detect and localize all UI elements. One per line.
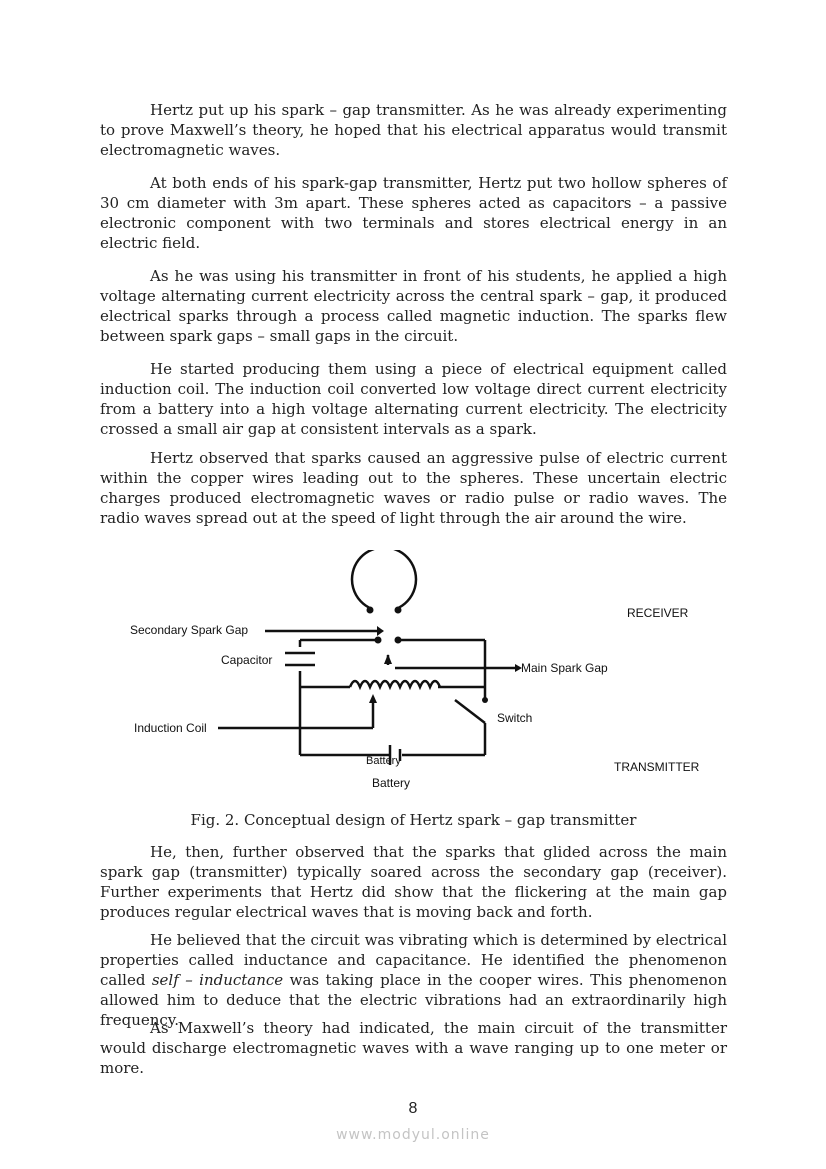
receiver-gap-dot-right bbox=[395, 607, 402, 614]
paragraph-3: As he was using his transmitter in front of his students, he applied a high voltage alternating current electricity across the central spark – gap, it produced electrical sparks through a process called magnetic induction. The sparks flew between spark gaps – small gaps in the circuit. bbox=[100, 267, 727, 345]
paragraph-5: Hertz observed that sparks caused an aggressive pulse of electric current within the copper wires leading out to the spheres. These uncertain electric charges produced electromagnetic waves or radio pulse or radio waves. The radio waves spread out at the speed of light through the air around the wire. bbox=[100, 449, 727, 527]
paragraph-2: At both ends of his spark-gap transmitter, Hertz put two hollow spheres of 30 cm diameter with 3m apart. These spheres acted as capacitors – a passive electronic component with two terminals and stores electrical energy in an electric field. bbox=[100, 174, 727, 252]
switch-dot bbox=[482, 697, 488, 703]
watermark: www.modyul.online bbox=[336, 1127, 490, 1143]
page-number: 8 bbox=[408, 1100, 418, 1117]
circuit-diagram bbox=[120, 550, 720, 800]
coil-lead-arrow bbox=[369, 694, 377, 703]
figure-caption: Fig. 2. Conceptual design of Hertz spark – gap transmitter bbox=[190, 811, 637, 829]
paragraph-7 bbox=[100, 930, 727, 1030]
paragraph-8: As Maxwell’s theory had indicated, the main circuit of the transmitter would discharge electromagnetic waves with a wave ranging up to one meter or more. bbox=[100, 1019, 727, 1077]
label-capacitor: Capacitor bbox=[221, 653, 273, 667]
label-transmitter: TRANSMITTER bbox=[614, 760, 700, 774]
secondary-gap-dot-right bbox=[395, 637, 402, 644]
label-induction-coil: Induction Coil bbox=[134, 721, 207, 735]
paragraph-6: He, then, further observed that the sparks that glided across the main spark gap (transmitter) typically soared across the secondary gap (receiver). Further experiments that Hertz did show that the flickering at the main gap produces regular electrical waves that is moving back and forth. bbox=[100, 843, 727, 921]
label-receiver: RECEIVER bbox=[627, 606, 689, 620]
label-secondary-spark-gap: Secondary Spark Gap bbox=[130, 623, 249, 637]
secondary-gap-arrow bbox=[377, 626, 384, 636]
paragraph-7-italic-term: self – inductance bbox=[151, 971, 284, 989]
paragraph-1: Hertz put up his spark – gap transmitter. As he was already experimenting to prove Maxwell’s theory, he hoped that his electrical apparatus would transmit electromagnetic waves. bbox=[100, 101, 727, 159]
receiver-gap-dot-left bbox=[367, 607, 374, 614]
induction-coil bbox=[350, 681, 440, 687]
label-main-spark-gap: Main Spark Gap bbox=[521, 661, 608, 675]
main-gap-arrow bbox=[384, 654, 392, 664]
paragraph-7-text-b: was taking place in the cooper wires. This phenomenon allowed him to deduce that the electric vibrations had an extraordinarily high frequency. bbox=[100, 971, 728, 1029]
switch-blade bbox=[455, 700, 485, 723]
label-battery-overlay: Battery bbox=[366, 755, 401, 767]
paragraph-4: He started producing them using a piece of electrical equipment called induction coil. The induction coil converted low voltage direct current electricity from a battery into a high voltage alternating current electricity. The electricity crossed a small air gap at consistent intervals as a spark. bbox=[100, 360, 727, 438]
label-battery: Battery bbox=[372, 776, 411, 790]
secondary-gap-dot-left bbox=[375, 637, 382, 644]
circuit-diagram-svg bbox=[120, 550, 720, 800]
paragraph-7-text-a: He believed that the circuit was vibrating which is determined by electrical properties called inductance and capacitance. He identified the phenomenon called bbox=[100, 931, 727, 989]
label-switch: Switch bbox=[497, 711, 533, 725]
receiver-loop bbox=[352, 550, 416, 609]
